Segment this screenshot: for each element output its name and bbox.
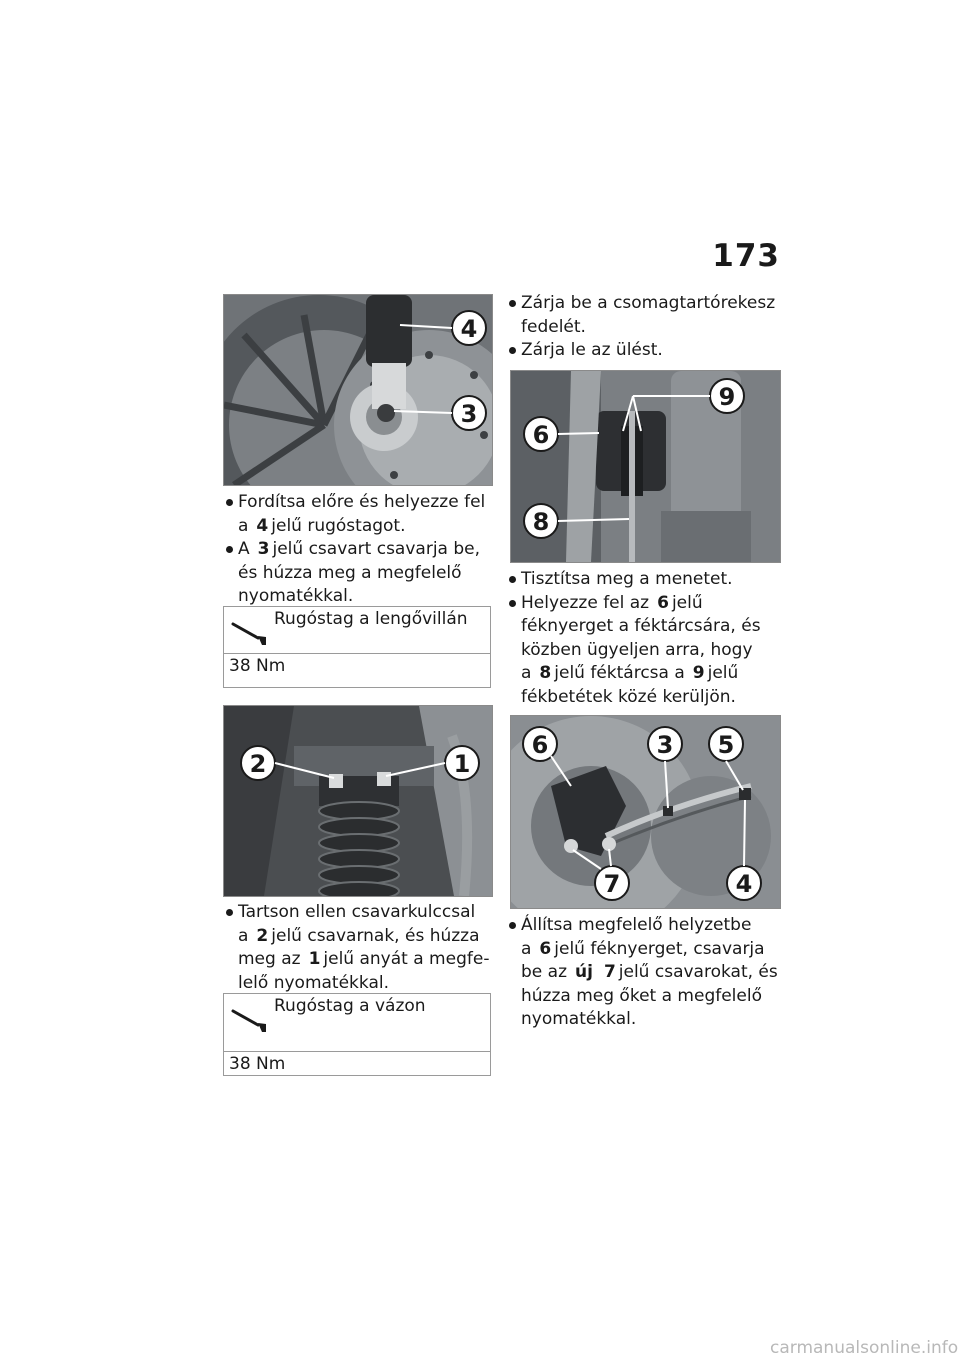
fig4-callout-7: 7 [603, 870, 621, 898]
fig2-callout-2: 2 [249, 750, 267, 778]
step-text: A [238, 539, 250, 559]
step-text: jelű féknyerget a féktárcsára, és közben ügyeljen arra, hogy a [521, 592, 761, 683]
ref-number: 4 [256, 515, 269, 536]
step-item [508, 292, 780, 339]
fig4-callout-5: 5 [717, 731, 735, 759]
step-text: Zárja be a csomagtartórekesz fedelét. [521, 293, 776, 337]
fig1-callout-3: 3 [460, 400, 478, 428]
steps-left-a [225, 491, 493, 609]
torque-value: 38 Nm [229, 656, 286, 676]
torque-spec-frame [223, 993, 491, 1076]
figure-brake-caliper-fit [510, 370, 781, 563]
ref-number: 8 [539, 663, 552, 683]
step-item [508, 339, 780, 363]
steps-left-b [225, 901, 493, 995]
step-text: jelű csavarnak, és húzza meg az [238, 925, 480, 969]
figure-caliper-bolts-image [511, 716, 780, 908]
step-text: jelű csavarokat, és húzza meg őket a megfelelő nyomatékkal. [521, 962, 778, 1029]
torque-wrench-icon [230, 1004, 270, 1034]
step-text: Tartson ellen csavarkulccsal a [238, 902, 476, 946]
torque-header [224, 994, 490, 1052]
ref-number: új [575, 962, 593, 982]
steps-right-a [508, 292, 780, 363]
fig2-callout-1: 1 [453, 750, 471, 778]
ref-number: 3 [257, 539, 270, 559]
step-text: Zárja le az ülést. [521, 340, 663, 360]
step-item [508, 568, 780, 592]
torque-value: 38 Nm [229, 1054, 286, 1074]
steps-right-c [508, 914, 780, 1032]
step-text: jelű csavart csavarja be, és húzza meg a megfelelő nyomatékkal. [238, 539, 481, 606]
figure-shock-lower-mount-image [224, 295, 492, 485]
step-text: jelű fékbetétek közé kerüljön. [521, 663, 739, 707]
page-number: 173 [712, 238, 780, 274]
fig4-callout-3: 3 [656, 731, 674, 759]
step-item [225, 491, 493, 538]
figure-shock-lower-mount [223, 294, 493, 486]
ref-number: 2 [256, 925, 269, 946]
fig3-callout-6: 6 [532, 421, 550, 449]
step-item [508, 914, 780, 1032]
step-text: Tisztítsa meg a menetet. [521, 569, 733, 589]
torque-label: Rugóstag a lengővillán [274, 609, 468, 629]
torque-wrench-icon [230, 617, 270, 647]
step-text: jelű féknyerget, csavarja be az [521, 938, 765, 982]
figure-caliper-bolts [510, 715, 781, 909]
fig3-callout-9: 9 [718, 383, 736, 411]
figure-shock-upper-mount [223, 705, 493, 897]
step-item [508, 592, 780, 710]
figure-shock-upper-mount-image [224, 706, 492, 896]
step-text: Helyezze fel az [521, 592, 650, 613]
steps-right-b [508, 568, 780, 709]
step-text: jelű féktárcsa a [554, 663, 685, 683]
step-text: Fordítsa előre és helyezze fel a [238, 492, 486, 536]
torque-spec-swingarm [223, 606, 491, 688]
torque-label: Rugóstag a vázon [274, 996, 426, 1016]
ref-number: 1 [308, 949, 321, 969]
step-text: jelű rugóstagot. [271, 515, 406, 536]
fig1-callout-4: 4 [460, 315, 478, 343]
step-item [225, 901, 493, 995]
ref-number: 7 [603, 962, 616, 982]
fig4-callout-4: 4 [735, 870, 753, 898]
watermark: carmanualsonline.info [770, 1338, 959, 1358]
step-text: jelű anyát a megfelelő nyomatékkal. [238, 949, 490, 993]
fig4-callout-6: 6 [531, 731, 549, 759]
fig3-callout-8: 8 [532, 508, 550, 536]
ref-number: 6 [539, 938, 552, 959]
step-item [225, 538, 493, 609]
ref-number: 9 [692, 663, 705, 683]
ref-number: 6 [657, 592, 669, 613]
torque-header [224, 607, 490, 654]
step-text: Állítsa megfelelő helyzetbe a [521, 915, 752, 959]
figure-brake-caliper-fit-image [511, 371, 780, 562]
